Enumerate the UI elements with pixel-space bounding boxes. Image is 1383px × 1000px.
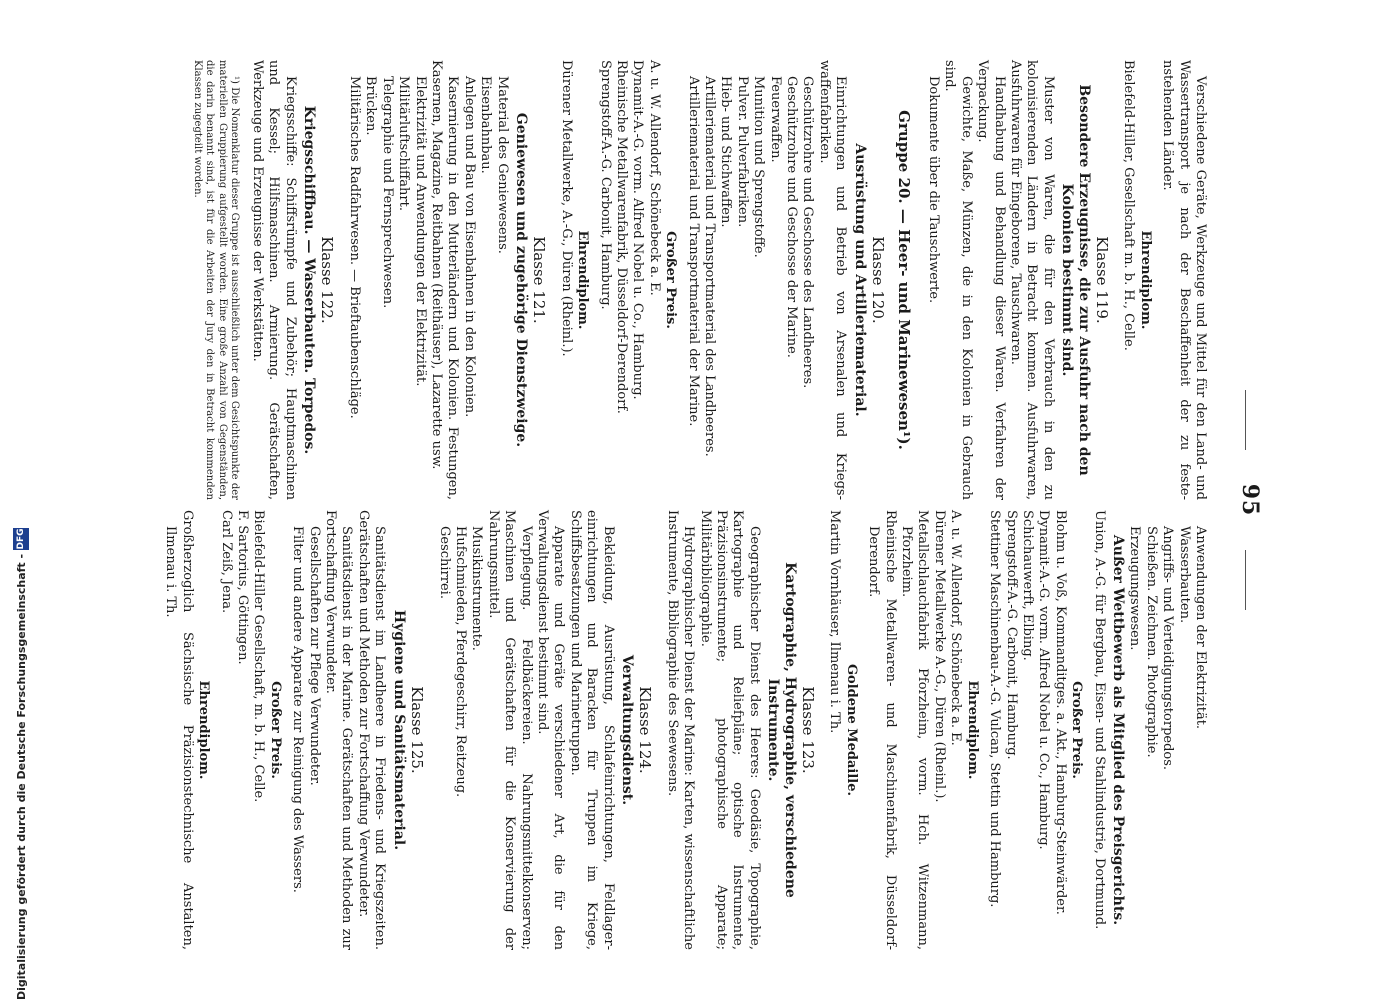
footnote: ¹) Die Nomenklatur dieser Gruppe ist ausschließlich unter dem Gesichtspunkte der materiellen Gruppierung aufgestellt worden. Eine große Anzahl von Gegenständen, die darin benannt sind, ist für die Arbeiten der Jury den in Betracht kommenden Klassen zugegteilt worden. [191,60,241,500]
paragraph: Militärisches Radfahrwesen. — Brieftaubenschläge. [346,76,362,419]
paragraph: Verpflegung. Feldbäckereien. Nahrungsmittelkonserven; Maschinen und Gerätschaften für die Konservierung der Nahrungsmittel. [485,510,534,950]
paragraph: Geographischer Dienst des Heeres: Geodäsie, Topographie, Kartographie und Reliefpläne; optische Instrumente, Präzisionsinstrumente; photographische Apparate; Militärbibliographie. [697,510,762,950]
award-heading: Ehrendiplom. [575,230,591,330]
section-heading: Geniewesen und zugehörige Dienstzweige. [512,112,529,448]
paragraph: Erzeugungswesen. [1127,526,1143,651]
exhibitor-entry: Großherzoglich Sächsische Präzisionstechnische Anstalten, Ilmenau i. Th. [163,510,195,950]
paragraph: Dokumente über die Tauschwerte. [925,76,941,304]
exhibitor-entry: Carl Zeiß, Jena. [218,510,234,614]
award-heading: Großer Preis. [267,681,283,779]
paragraph: Brücken. [363,76,379,136]
paragraph: Geschirrei. [436,526,452,599]
dfg-logo-icon: DFG [13,528,29,550]
paragraph: Gewichte, Maße, Münzen, die in den Kolonien in Gebrauch sind. [942,60,974,500]
award-heading: Ehrendiplom. [964,680,980,780]
paragraph: Artilleriematerial und Transportmaterial der Marine. [685,76,701,427]
paragraph: Kasernierung in den Mutterländern und Kolonien. Festungen, Kasernen, Magazine, Reitbahnen (Reithäuser), Lazarette usw. [428,60,461,500]
paragraph: Musikinstrumente. [469,526,485,651]
paragraph: Eisenbahnbau. [478,76,494,174]
class-heading: Klasse 125. [408,686,427,774]
section-heading: Kriegsschiffbau. — Wasserbauten. Torpedos. [301,105,318,455]
header-rule-right [1245,550,1246,610]
paragraph: Material des Geniewesens. [494,76,510,254]
class-heading: Klasse 121. [530,236,549,324]
exhibitor-entry: Martin Vornhäuser, Ilmenau i. Th. [827,510,843,734]
section-heading: Kartographie, Hydrographie, verschiedene Instrumente. [765,562,798,898]
award-heading: Ehrendiplom. [196,680,212,780]
award-heading: Großer Preis. [663,231,679,329]
award-heading: Ehrendiplom. [1137,230,1153,330]
award-heading: Goldene Medaille. [843,663,859,797]
paragraph: Telegraphie und Fernsprechwesen. [379,76,395,309]
exhibitor-entry: Rheinische Metallwarenfabrik, Düsseldorf-Derendorf. [614,60,629,414]
exhibitor-entry: Metallschlauchfabrik Pforzheim, vorm. Hch. Witzenmann, Pforzheim. [899,510,931,950]
exhibitor-entry: Sprengstoff-A.-G. Carbonit, Hamburg. [597,60,613,310]
award-heading: Großer Preis. [1069,681,1085,779]
paragraph: Wasserbauten. [1176,526,1192,624]
paragraph: Geschützrohre und Geschosse des Landheeres. [800,76,816,389]
class-heading: Klasse 124. [636,686,655,774]
paragraph: Geschützrohre und Geschosse der Marine. [784,76,800,358]
class-heading: Klasse 119. [1092,236,1111,324]
paragraph: Anlegen und Bau von Eisenbahnen in den Kolonien. [461,76,477,418]
paragraph: Bekleidung, Ausrüstung, Schlafeinrichtungen, Feldlager-einrichtungen und Baracken für Truppen im Kriege, Schiffsbesatzungen und Marinetruppen. [567,510,616,950]
exhibitor-entry: Bielefeld-Hiller Gesellschaft, m. b. H., Celle. [251,510,267,803]
paragraph: Muster von Waren, die für den Verbrauch in den zu kolonisierenden Ländern in Betracht kommen. Ausfuhrwaren, Ausfuhrwaren für Eingeborene, Tauschwaren. [1007,60,1056,500]
exhibitor-entry: Union, A.-G. für Bergbau, Eisen- und Stahlindustrie, Dortmund. [1091,510,1107,930]
paragraph: Apparate und Geräte verschiedener Art, die für den Verwaltungsdienst bestimmt sind. [534,510,567,950]
exhibitor-entry: Bielefeld-Hiller, Gesellschaft m. b. H., Celle. [1121,60,1137,351]
group-heading: Gruppe 20. — Heer- und Marinewesen¹). [895,110,914,450]
footer-note: Digitalisierung gefördert durch die Deutsche Forschungsgemeinschaft - [14,553,28,1000]
digitization-credit [10,0,32,1000]
paragraph: Handhabung und Behandlung dieser Waren. Verfahren der Verpackung. [975,60,1007,500]
section-heading: Besondere Erzeugnisse, die zur Ausfuhr nach den Kolonien bestimmt sind. [1059,84,1092,476]
section-heading: Ausrüstung und Artilleriematerial. [851,143,868,417]
exhibitor-entry: Sprengstoff-A.-G. Carbonit, Hamburg. [1003,510,1019,760]
right-column [162,510,1208,950]
paragraph: Militärluftschiffahrt. [396,76,412,211]
exhibitor-entry: Blohm u. Voß, Kommanditges. a. Akt., Hamburg-Steinwärder. [1052,510,1068,915]
header-rule-left [1245,390,1246,450]
exhibitor-entry: Dürener Metallwerke A.-G., Düren (Rheinl.). [931,510,947,803]
paragraph: Sanitätsdienst im Landheere in Friedens- und Kriegszeiten. Gerätschaften und Methoden zur Fortschaffung Verwundeter. [355,510,388,950]
paragraph: Hufschmieden, Pferdegeschirr, Reitzeug. [452,526,468,798]
paragraph: Munition und Sprengstoffe. [751,76,767,258]
paragraph: Pulver. Pulverfabriken. [734,76,750,228]
paragraph: Schießen. Zeichnen. Photographie. [1143,526,1159,758]
paragraph: Gesellschaften zur Pflege Verwundeter. [306,526,322,786]
paragraph: Hieb- und Stichwaffen. [718,76,734,228]
section-heading: Verwaltungsdienst. [619,654,635,806]
exhibitor-entry: Schichauwerft, Elbing. [1019,510,1035,661]
exhibitor-entry: Stettiner Maschinenbau-A.-G. Vulcan, Stettin und Hamburg. [987,510,1003,908]
section-heading: Hygiene und Sanitätsmaterial. [390,609,407,851]
class-heading: Klasse 122. [318,236,337,324]
paragraph: Verschiedene Geräte, Werkzeuge und Mittel für den Land- und Wassertransport je nach der Beschaffenheit der zu feste-nstehenden Länder. [1160,60,1208,500]
paragraph: Elektrizität und Anwendungen der Elektrizität. [412,76,428,387]
paragraph: Filter und andere Apparate zur Reinigung des Wassers. [290,526,306,893]
section-heading: Außer Wettbewerb als Mitglied des Preisgerichts. [1109,534,1126,926]
left-column [190,60,1208,500]
paragraph: Hydrographischer Dienst der Marine: Karten, wissenschaftliche Instrumente, Bibliographie des Seewesens. [664,510,697,950]
paragraph: Kriegsschiffe: Schiffsrümpfe und Zubehör; Hauptmaschinen und Kessel; Hilfsmaschinen. Armierung. Gerätschaften, Werkzeuge und Erzeugnisse der Werkstätten. [249,60,298,500]
exhibitor-entry: A. u. W. Allendorf, Schönebeck a. E. [646,60,662,296]
exhibitor-entry: F. Sartorius, Göttingen. [235,510,251,665]
paragraph: Sanitätsdienst in der Marine. Gerätschaften und Methoden zur Fortschaffung Verwundeter. [323,510,355,950]
exhibitor-entry: Dynamit-A.-G. vorm. Alfred Nobel u. Co., Hamburg. [630,60,646,400]
paragraph: Angriffs- und Verteidigungstorpedos. [1160,526,1176,771]
paragraph: Feuerwaffen. [767,76,783,163]
paragraph: Einrichtungen und Betrieb von Arsenalen und Kriegs-waffenfabriken. [816,60,849,500]
exhibitor-entry: Dürener Metallwerke, A.-G., Düren (Rheinl.). [558,60,574,357]
exhibitor-entry: Dynamit-A.-G. vorm. Alfred Nobel u. Co., Hamburg. [1036,510,1052,850]
page-number: 95 [1237,483,1263,517]
class-heading: Klasse 123. [799,686,818,774]
class-heading: Klasse 120. [869,236,888,324]
paragraph: Artilleriematerial und Transportmaterial des Landheeres. [702,76,718,457]
paragraph: Anwendungen der Elektrizität. [1193,526,1208,730]
exhibitor-entry: A. u. W. Allendorf, Schönebeck a. E. [948,510,964,746]
exhibitor-entry: Rheinische Metallwaren- und Maschinenfabrik, Düsseldorf-Derendorf. [866,510,898,950]
